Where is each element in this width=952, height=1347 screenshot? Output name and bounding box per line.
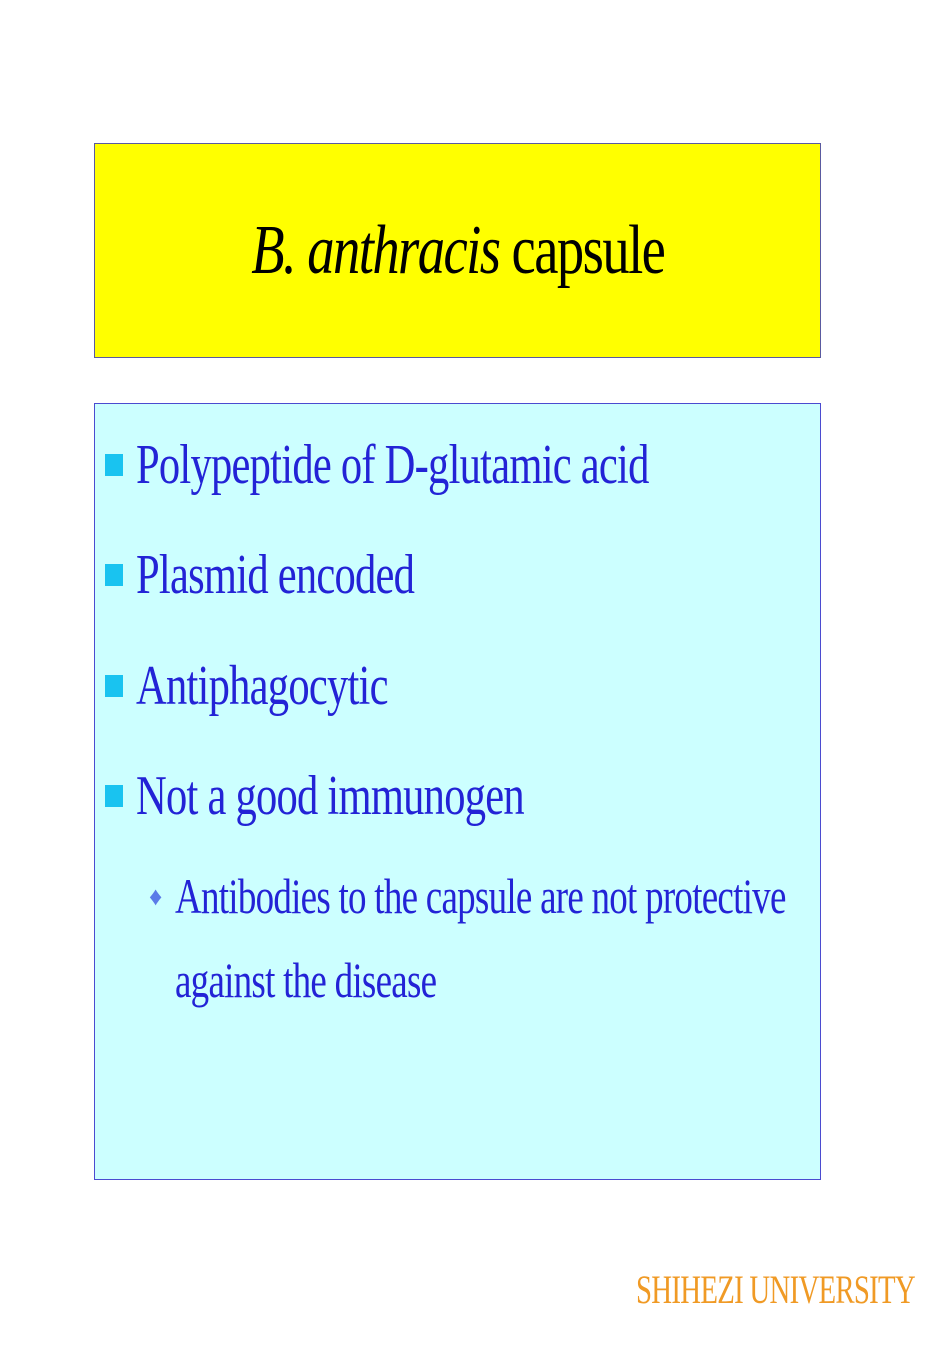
square-bullet-icon <box>105 785 123 807</box>
square-bullet-icon <box>105 454 123 476</box>
content-box <box>94 403 821 1180</box>
diamond-bullet-icon: ♦ <box>149 882 163 911</box>
title-box <box>94 143 821 358</box>
title-italic: B. anthracis <box>250 211 500 289</box>
bullet-item-4 <box>105 766 646 826</box>
square-bullet-icon <box>105 564 123 586</box>
bullet-item-2 <box>105 545 502 605</box>
title-rest: capsule <box>499 211 665 289</box>
sub-bullet-text-line-1: Antibodies to the capsule are not protective <box>175 868 786 924</box>
bullet-text: Not a good immunogen <box>136 765 524 827</box>
bullet-text: Antiphagocytic <box>136 655 388 717</box>
bullet-text: Plasmid encoded <box>136 544 415 606</box>
sub-bullet-text-line-2: against the disease <box>175 952 437 1008</box>
slide-title <box>251 211 664 291</box>
bullet-text: Polypeptide of D-glutamic acid <box>136 434 649 496</box>
footer-university-name: SHIHEZI UNIVERSITY <box>636 1267 916 1312</box>
bullet-item-1 <box>105 435 810 495</box>
bullet-item-3 <box>105 656 467 716</box>
square-bullet-icon <box>105 675 123 697</box>
